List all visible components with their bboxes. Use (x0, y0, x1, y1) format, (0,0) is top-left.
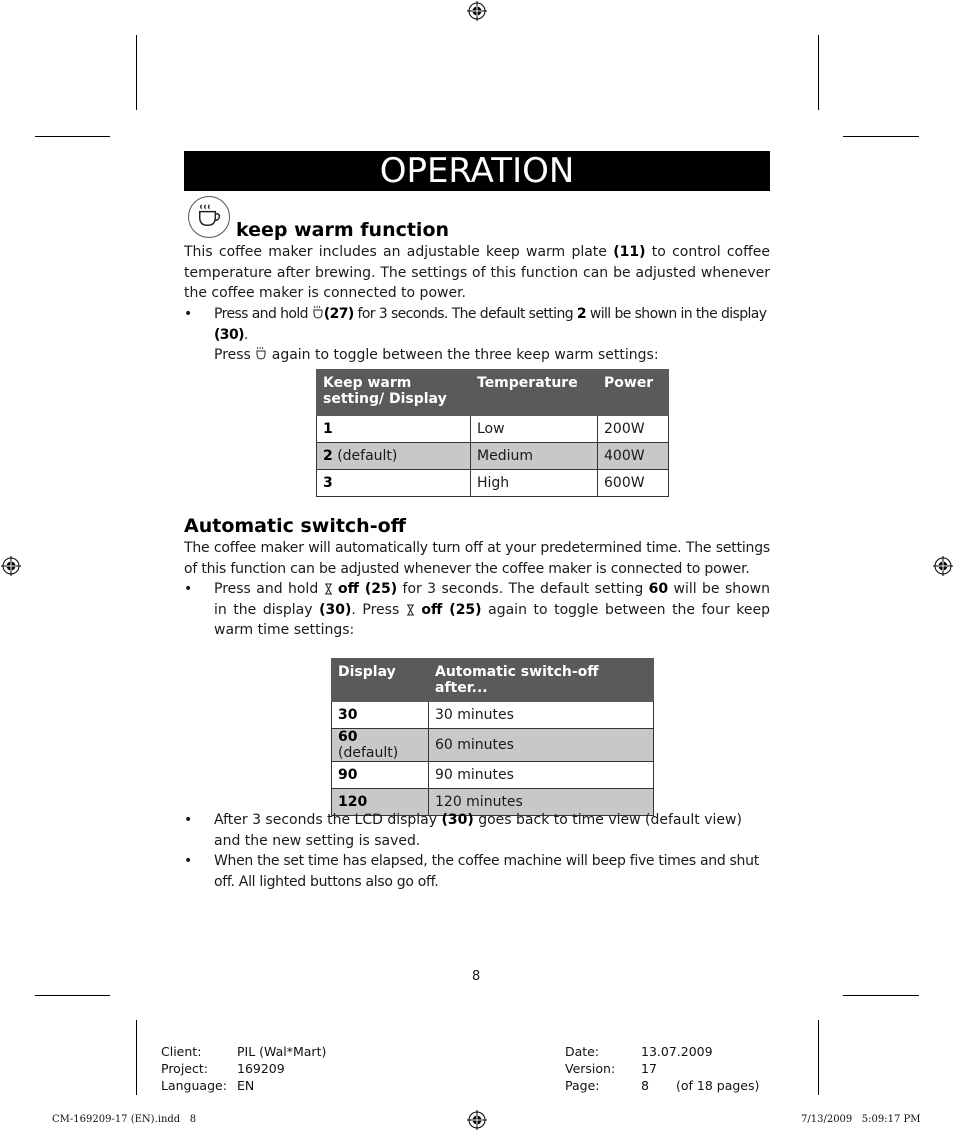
intro-paragraph: This coffee maker includes an adjustable keep warm plate (11) to control coffee temperature after brewing. The settings of this function can be adjusted whenever the coffee maker is connected to power. (184, 244, 770, 301)
keep-warm-table (316, 369, 669, 497)
column-header: Power (598, 370, 669, 416)
list-item: • When the set time has elapsed, the coffee machine will beep five times and shut off. All lighted buttons also go off. (184, 853, 759, 890)
page-label: Page: (565, 1078, 600, 1093)
date-value: 13.07.2009 (641, 1044, 713, 1059)
table-row: 90 90 minutes (332, 762, 654, 789)
timestamp-slug: 7/13/2009 5:09:17 PM (801, 1114, 921, 1125)
table-row: 2 (default) Medium 400W (317, 443, 669, 470)
table-row: 120 120 minutes (332, 789, 654, 816)
registration-mark-icon (467, 1, 487, 21)
table-row: 30 30 minutes (332, 702, 654, 729)
client-label: Client: (161, 1044, 202, 1059)
registration-mark-icon (467, 1110, 487, 1130)
crop-mark (818, 35, 819, 110)
cup-steam-icon (312, 305, 324, 320)
project-value: 169209 (237, 1061, 285, 1076)
crop-mark (35, 995, 110, 996)
cup-steam-icon (188, 196, 230, 238)
section-heading: keep warm function (236, 219, 450, 241)
column-header: Automatic switch-off after... (429, 659, 654, 702)
page-title: OPERATION (184, 151, 770, 191)
crop-mark (136, 1020, 137, 1095)
language-value: EN (237, 1078, 255, 1093)
page-number: 8 (472, 969, 481, 984)
list-item: • Press and hold off (25) for 3 seconds. The default setting 60 will be shown in the display (30). Press off (25) again to toggle between the four keep warm time settings: (184, 581, 771, 638)
crop-mark (843, 136, 919, 137)
crop-mark (843, 995, 919, 996)
registration-mark-icon (933, 556, 953, 576)
section-heading: Automatic switch-off (184, 515, 407, 537)
list-item: • After 3 seconds the LCD display (30) goes back to time view (default view) and the new setting is saved. (184, 812, 742, 849)
file-slug: CM-169209-17 (EN).indd 8 (52, 1114, 197, 1125)
crop-mark (35, 136, 110, 137)
intro-paragraph: The coffee maker will automatically turn off at your predetermined time. The settings of this function can be adjusted whenever the coffee maker is connected to power. (184, 540, 770, 577)
page-total: (of 18 pages) (676, 1078, 760, 1093)
table-row: 3 High 600W (317, 470, 669, 497)
column-header: Display (332, 659, 429, 702)
version-value: 17 (641, 1061, 657, 1076)
version-label: Version: (565, 1061, 616, 1076)
language-label: Language: (161, 1078, 227, 1093)
crop-mark (136, 35, 137, 110)
list-item: • Press and hold (27) for 3 seconds. The default setting 2 will be shown in the display (30). Press again to toggle between the three keep warm settings: (184, 306, 767, 363)
client-value: PIL (Wal*Mart) (237, 1044, 327, 1059)
registration-mark-icon (1, 556, 21, 576)
date-label: Date: (565, 1044, 600, 1059)
crop-mark (818, 1020, 819, 1095)
hourglass-icon (406, 604, 415, 616)
switch-off-table (331, 658, 654, 816)
hourglass-icon (324, 583, 333, 595)
cup-steam-icon (255, 346, 267, 361)
project-label: Project: (161, 1061, 208, 1076)
column-header: Keep warm setting/ Display (317, 370, 471, 416)
table-row: 60 (default) 60 minutes (332, 729, 654, 762)
page-value: 8 (641, 1078, 649, 1093)
column-header: Temperature (471, 370, 598, 416)
table-row: 1 Low 200W (317, 416, 669, 443)
